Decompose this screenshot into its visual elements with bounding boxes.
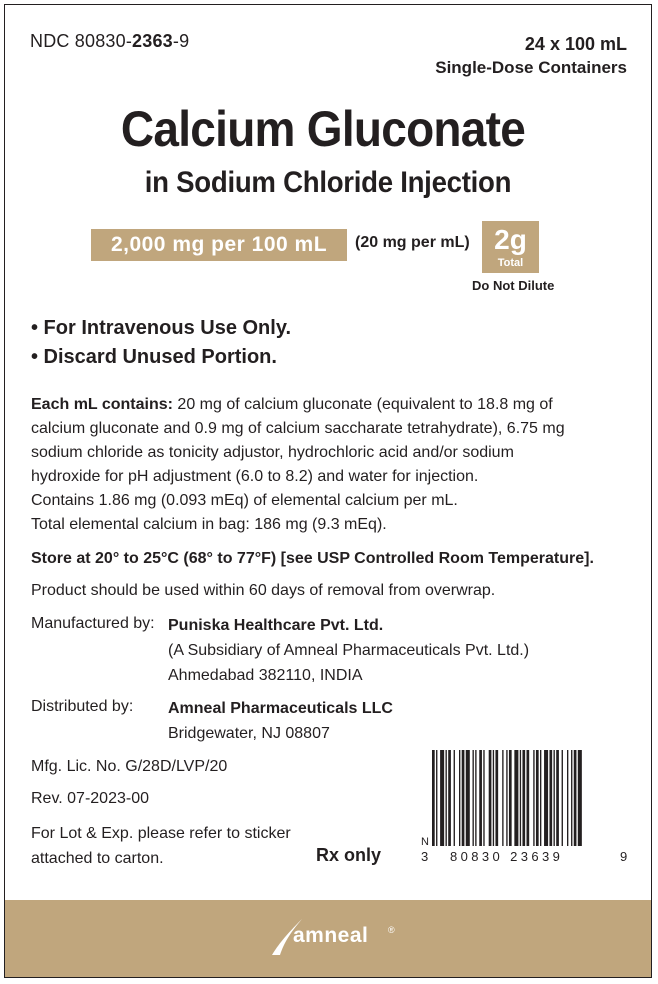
contents-paragraph: Each mL contains: 20 mg of calcium gluconate (equivalent to 18.8 mg of calcium gluconate and 0.9 mg of calcium saccharate tetrahydrate), 6.75 mg sodium chloride as tonicity adjustor, hydrochloric acid and/or sodium hydroxide for pH adjustment (6.0 to 8.2) and water for injection. Contains 1.86 mg (0.093 mEq) of elemental calcium per mL. Total elemental calcium in bag: 186 mg (9.3 mEq).: [31, 396, 565, 533]
barcode-prefix-top: N: [421, 836, 429, 848]
revision: Rev. 07-2023-00: [31, 790, 149, 807]
manufacturer-name: Puniska Healthcare Pvt. Ltd.: [168, 617, 384, 634]
do-not-dilute: Do Not Dilute: [472, 278, 555, 293]
barcode-bar: [536, 750, 539, 846]
registered-mark: ®: [388, 925, 395, 935]
license-number: Mfg. Lic. No. G/28D/LVP/20: [31, 758, 228, 775]
barcode-bar: [489, 750, 492, 846]
per-ml-concentration: (20 mg per mL): [355, 234, 470, 251]
barcode-bar: [432, 750, 435, 846]
barcode-bar: [495, 750, 498, 846]
package-type: Single-Dose Containers: [435, 58, 627, 77]
barcode-bar: [446, 750, 447, 846]
barcode-bar: [571, 750, 572, 846]
barcode-bar: [506, 750, 507, 846]
overwrap-note: Product should be used within 60 days of removal from overwrap.: [31, 582, 496, 599]
footer-band: [5, 900, 651, 977]
lot-note: For Lot & Exp. please refer to sticker attached to carton.: [31, 825, 291, 867]
rx-only: Rx only: [316, 845, 382, 865]
barcode-bar: [454, 750, 455, 846]
barcode-bar: [578, 750, 582, 846]
barcode-bar: [522, 750, 525, 846]
barcode: [420, 748, 630, 866]
barcode-bar: [459, 750, 460, 846]
barcode-bar: [448, 750, 451, 846]
barcode-check-digit: 9: [620, 849, 628, 864]
distributor-details: Amneal Pharmaceuticals LLC Bridgewater, NJ 08807: [168, 700, 393, 742]
barcode-prefix-bottom: 3: [421, 849, 429, 864]
barcode-bar: [436, 750, 437, 846]
barcode-bar: [466, 750, 470, 846]
total-badge: [482, 221, 539, 273]
storage-statement: Store at 20° to 25°C (68° to 77°F) [see USP Controlled Room Temperature].: [31, 550, 594, 567]
contents-heading: Each mL contains:: [31, 396, 173, 413]
barcode-bar: [462, 750, 465, 846]
distributor-label: Distributed by:: [31, 698, 134, 715]
logo-wordmark: amneal: [293, 924, 369, 947]
ndc-code: NDC 80830-2363-9: [30, 31, 190, 51]
product-title: Calcium Gluconate: [120, 101, 526, 157]
barcode-digits: 80830 23639: [450, 849, 564, 864]
barcode-bar: [475, 750, 476, 846]
distributor-name: Amneal Pharmaceuticals LLC: [168, 700, 393, 717]
barcode-bar: [493, 750, 494, 846]
bullet-iv-use: • For Intravenous Use Only.: [31, 317, 292, 339]
barcode-bar: [554, 750, 555, 846]
total-amount: 2g: [494, 224, 527, 255]
amneal-logo: [268, 915, 403, 959]
barcode-bar: [567, 750, 568, 846]
barcode-bar: [502, 750, 503, 846]
barcode-bar: [514, 750, 518, 846]
barcode-bar: [562, 750, 563, 846]
barcode-bar: [479, 750, 482, 846]
barcode-bar: [440, 750, 444, 846]
barcode-bar: [520, 750, 521, 846]
barcode-bar: [483, 750, 484, 846]
package-info: [435, 32, 627, 80]
barcode-bar: [544, 750, 548, 846]
barcode-bar: [533, 750, 534, 846]
barcode-bar: [509, 750, 512, 846]
barcode-bar: [574, 750, 577, 846]
manufacturer-label: Manufactured by:: [31, 615, 155, 632]
total-label: Total: [497, 257, 524, 269]
concentration-badge: 2,000 mg per 100 mL: [91, 229, 347, 261]
barcode-bar: [556, 750, 559, 846]
barcode-bar: [473, 750, 474, 846]
barcode-bar: [527, 750, 530, 846]
bullet-discard: • Discard Unused Portion.: [31, 346, 277, 368]
product-subtitle: in Sodium Chloride Injection: [144, 166, 512, 199]
barcode-bar: [540, 750, 541, 846]
barcode-bar: [549, 750, 552, 846]
package-count: 24 x 100 mL: [524, 34, 627, 54]
manufacturer-details: Puniska Healthcare Pvt. Ltd. (A Subsidiary of Amneal Pharmaceuticals Pvt. Ltd.) Ahmedabad 382110, INDIA: [168, 617, 530, 684]
